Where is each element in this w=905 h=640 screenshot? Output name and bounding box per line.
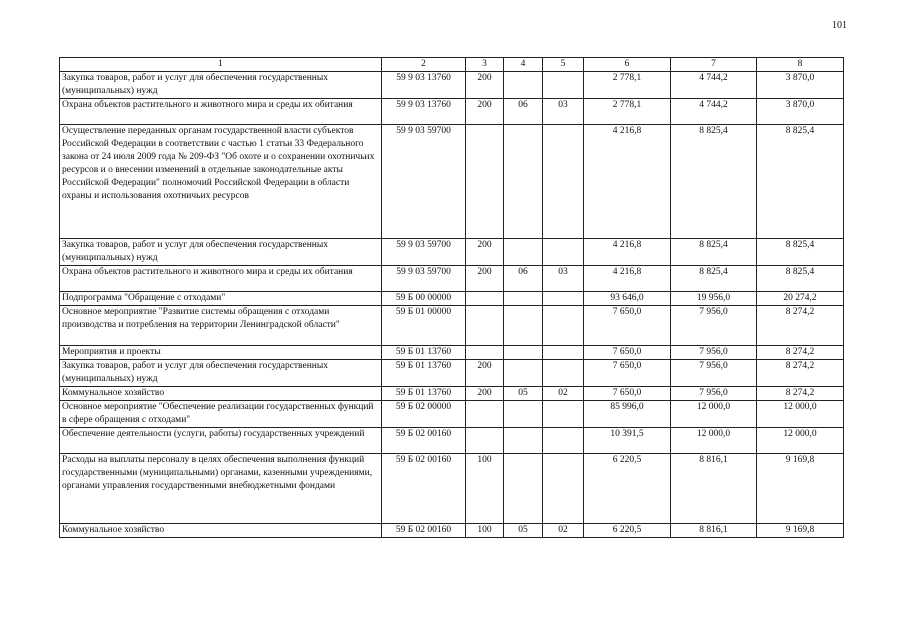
subsection-cell [543,346,584,360]
table-row [60,387,844,401]
expense-type-cell: 200 [466,266,504,292]
amount-year2-cell: 19 956,0 [671,292,757,306]
target-code-cell: 59 Б 01 13760 [382,387,466,401]
table-row [60,292,844,306]
amount-year2-cell: 7 956,0 [671,306,757,346]
table-row [60,239,844,266]
amount-year2-cell: 8 825,4 [671,239,757,266]
amount-year2-cell: 7 956,0 [671,387,757,401]
column-number-header: 8 [757,58,844,72]
subsection-cell [543,428,584,454]
row-name-cell: Закупка товаров, работ и услуг для обеспечения государственных (муниципальных) нужд [60,72,382,99]
table-row [60,99,844,125]
page-number: 101 [832,20,847,31]
amount-year3-cell: 8 825,4 [757,239,844,266]
amount-year1-cell: 4 216,8 [584,125,671,239]
target-code-cell: 59 Б 02 00160 [382,524,466,538]
subsection-cell: 02 [543,387,584,401]
expense-type-cell: 200 [466,387,504,401]
column-number-header: 7 [671,58,757,72]
subsection-cell [543,125,584,239]
amount-year2-cell: 8 816,1 [671,524,757,538]
row-name-cell: Закупка товаров, работ и услуг для обеспечения государственных (муниципальных) нужд [60,239,382,266]
row-name-cell: Основное мероприятие "Обеспечение реализации государственных функций в сфере обращения с отходами" [60,401,382,428]
expense-type-cell: 200 [466,99,504,125]
table-header-row [60,58,844,72]
table-row [60,306,844,346]
subsection-cell [543,306,584,346]
expense-type-cell: 100 [466,454,504,524]
amount-year2-cell: 8 825,4 [671,125,757,239]
section-cell [504,428,543,454]
table-row [60,360,844,387]
amount-year1-cell: 7 650,0 [584,346,671,360]
amount-year3-cell: 9 169,8 [757,454,844,524]
section-cell: 05 [504,524,543,538]
target-code-cell: 59 Б 02 00160 [382,454,466,524]
target-code-cell: 59 9 03 59700 [382,239,466,266]
amount-year3-cell: 20 274,2 [757,292,844,306]
row-name-cell: Расходы на выплаты персоналу в целях обеспечения выполнения функций государственными (муниципальными) органами, казенными учреждениями, органами управления государственными внебюджетными фондами [60,454,382,524]
amount-year3-cell: 8 825,4 [757,125,844,239]
expense-type-cell [466,428,504,454]
section-cell [504,239,543,266]
row-name-cell: Подпрограмма "Обращение с отходами" [60,292,382,306]
target-code-cell: 59 Б 02 00000 [382,401,466,428]
amount-year1-cell: 85 996,0 [584,401,671,428]
section-cell [504,72,543,99]
amount-year1-cell: 2 778,1 [584,99,671,125]
amount-year3-cell: 8 274,2 [757,387,844,401]
amount-year1-cell: 7 650,0 [584,306,671,346]
amount-year3-cell: 8 274,2 [757,306,844,346]
subsection-cell [543,454,584,524]
row-name-cell: Охрана объектов растительного и животного мира и среды их обитания [60,266,382,292]
amount-year2-cell: 12 000,0 [671,401,757,428]
column-number-header: 6 [584,58,671,72]
target-code-cell: 59 Б 02 00160 [382,428,466,454]
target-code-cell: 59 Б 01 13760 [382,346,466,360]
amount-year1-cell: 93 646,0 [584,292,671,306]
section-cell: 05 [504,387,543,401]
target-code-cell: 59 Б 00 00000 [382,292,466,306]
amount-year1-cell: 6 220,5 [584,524,671,538]
target-code-cell: 59 9 03 13760 [382,99,466,125]
amount-year2-cell: 8 816,1 [671,454,757,524]
amount-year2-cell: 7 956,0 [671,360,757,387]
column-number-header: 1 [60,58,382,72]
section-cell: 06 [504,266,543,292]
amount-year2-cell: 8 825,4 [671,266,757,292]
expense-type-cell: 100 [466,524,504,538]
target-code-cell: 59 9 03 59700 [382,125,466,239]
amount-year1-cell: 6 220,5 [584,454,671,524]
expense-type-cell [466,306,504,346]
amount-year1-cell: 2 778,1 [584,72,671,99]
target-code-cell: 59 9 03 59700 [382,266,466,292]
amount-year1-cell: 7 650,0 [584,387,671,401]
table-row [60,72,844,99]
subsection-cell [543,292,584,306]
amount-year3-cell: 3 870,0 [757,99,844,125]
table-row [60,524,844,538]
budget-table [59,57,844,538]
table-row [60,266,844,292]
table-row [60,454,844,524]
section-cell [504,346,543,360]
amount-year1-cell: 10 391,5 [584,428,671,454]
row-name-cell: Закупка товаров, работ и услуг для обеспечения государственных (муниципальных) нужд [60,360,382,387]
expense-type-cell: 200 [466,239,504,266]
expense-type-cell [466,125,504,239]
amount-year2-cell: 4 744,2 [671,99,757,125]
column-number-header: 5 [543,58,584,72]
expense-type-cell [466,292,504,306]
row-name-cell: Коммунальное хозяйство [60,524,382,538]
column-number-header: 4 [504,58,543,72]
section-cell [504,306,543,346]
section-cell [504,454,543,524]
amount-year1-cell: 4 216,8 [584,266,671,292]
amount-year2-cell: 7 956,0 [671,346,757,360]
section-cell [504,401,543,428]
amount-year1-cell: 7 650,0 [584,360,671,387]
subsection-cell [543,72,584,99]
amount-year3-cell: 12 000,0 [757,401,844,428]
amount-year3-cell: 3 870,0 [757,72,844,99]
expense-type-cell [466,346,504,360]
subsection-cell [543,239,584,266]
table-row [60,125,844,239]
column-number-header: 3 [466,58,504,72]
amount-year2-cell: 4 744,2 [671,72,757,99]
subsection-cell [543,401,584,428]
row-name-cell: Мероприятия и проекты [60,346,382,360]
expense-type-cell [466,401,504,428]
amount-year3-cell: 9 169,8 [757,524,844,538]
amount-year3-cell: 8 274,2 [757,360,844,387]
amount-year3-cell: 12 000,0 [757,428,844,454]
target-code-cell: 59 9 03 13760 [382,72,466,99]
table-row [60,428,844,454]
subsection-cell [543,360,584,387]
row-name-cell: Основное мероприятие "Развитие системы обращения с отходами производства и потребления на территории Ленинградской области" [60,306,382,346]
section-cell: 06 [504,99,543,125]
amount-year3-cell: 8 274,2 [757,346,844,360]
amount-year3-cell: 8 825,4 [757,266,844,292]
section-cell [504,292,543,306]
expense-type-cell: 200 [466,72,504,99]
subsection-cell: 03 [543,99,584,125]
section-cell [504,125,543,239]
subsection-cell: 02 [543,524,584,538]
row-name-cell: Осуществление переданных органам государственной власти субъектов Российской Федерации в соответствии с частью 1 статьи 33 Федерального закона от 24 июля 2009 года № 209-ФЗ "Об охоте и о сохранении охотничьих ресурсов и о внесении изменений в отдельные законодательные акты Российской Федерации" полномочий Российской Федерации в области охраны и использования охотничьих ресурсов [60,125,382,239]
column-number-header: 2 [382,58,466,72]
subsection-cell: 03 [543,266,584,292]
table-row [60,401,844,428]
table-row [60,346,844,360]
target-code-cell: 59 Б 01 00000 [382,306,466,346]
expense-type-cell: 200 [466,360,504,387]
amount-year1-cell: 4 216,8 [584,239,671,266]
row-name-cell: Охрана объектов растительного и животного мира и среды их обитания [60,99,382,125]
section-cell [504,360,543,387]
row-name-cell: Обеспечение деятельности (услуги, работы) государственных учреждений [60,428,382,454]
amount-year2-cell: 12 000,0 [671,428,757,454]
row-name-cell: Коммунальное хозяйство [60,387,382,401]
target-code-cell: 59 Б 01 13760 [382,360,466,387]
